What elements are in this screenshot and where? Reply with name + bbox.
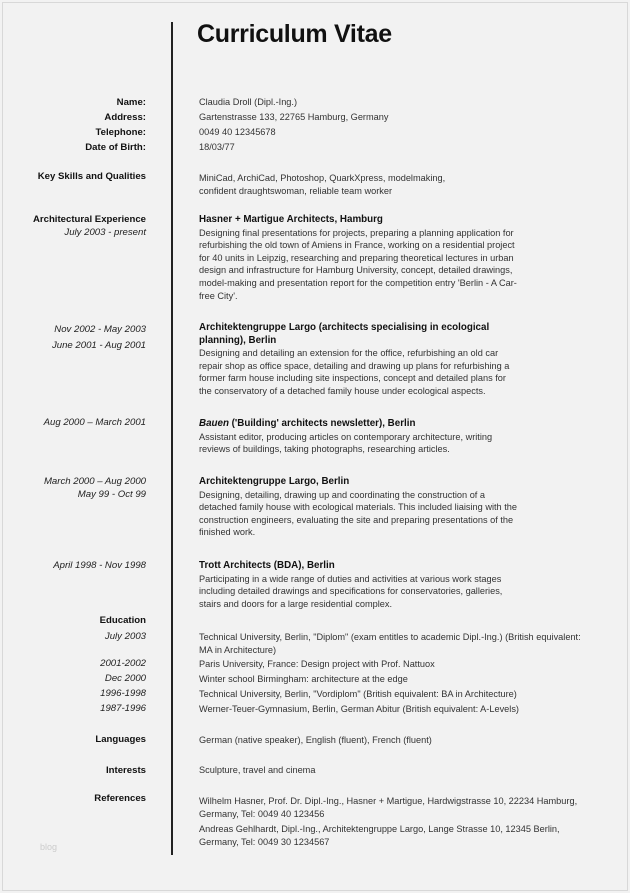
page-title: Curriculum Vitae	[197, 20, 392, 48]
languages-text: German (native speaker), English (fluent), French (fluent)	[199, 735, 432, 745]
reference-item: Wilhelm Hasner, Prof. Dr. Dipl.-Ing., Hasner + Martigue, Hardwigstrasse 10, 22234 Hamburg, Germany, Tel: 0049 40 123456	[199, 796, 578, 819]
employer: ('Building' architects newsletter), Berlin	[228, 418, 416, 429]
experience-item	[199, 476, 519, 539]
interests-label: Interests	[106, 765, 146, 776]
employer-italic: Bauen	[199, 418, 229, 429]
references-label: References	[94, 793, 146, 804]
reference-item: Andreas Gehlhardt, Dipl.-Ing., Architektengruppe Largo, Lange Strasse 10, 12345 Berlin, Germany, Tel: 0049 30 1234567	[199, 824, 560, 847]
experience-item	[199, 560, 519, 610]
employer: Architektengruppe Largo (architects specialising in ecological planning), Berlin	[199, 322, 490, 346]
value-telephone: 0049 40 12345678	[199, 127, 276, 137]
watermark: blog	[40, 842, 58, 852]
education-text: Technical University, Berlin, "Diplom" (exam entitles to academic Dipl.-Ing.) (British equivalent: MA in Architecture)	[199, 632, 581, 655]
experience-date: June 2001 - Aug 2001	[51, 340, 146, 351]
experience-label: Architectural Experience	[32, 214, 146, 225]
job-description: Designing and detailing an extension for the office, refurbishing an old car repair shop as office space, detailing and drawing up plans for refurbishing a former farm house including site inspections, concept and detailed plans for the conservatory of a detached family house under ecological aspects.	[199, 348, 510, 396]
languages-label: Languages	[95, 734, 146, 745]
experience-item	[199, 322, 519, 398]
education-text: Technical University, Berlin, "Vordiplom" (British equivalent: BA in Architecture)	[199, 689, 517, 699]
divider-line	[171, 22, 173, 855]
label-name: Name:	[116, 97, 146, 108]
education-date: 2001-2002	[100, 658, 146, 669]
job-description: Assistant editor, producing articles on contemporary architecture, writing reviews of buildings, taking photographs, researching articles.	[199, 431, 493, 455]
value-address: Gartenstrasse 133, 22765 Hamburg, Germany	[199, 112, 389, 122]
label-address: Address:	[104, 112, 146, 123]
education-date: 1987-1996	[100, 703, 146, 714]
education-text: Winter school Birmingham: architecture at the edge	[199, 674, 408, 684]
label-telephone: Telephone:	[95, 127, 146, 138]
employer: Trott Architects (BDA), Berlin	[199, 560, 335, 571]
education-date: 1996-1998	[100, 688, 146, 699]
education-text: Paris University, France: Design project with Prof. Nattuox	[199, 659, 435, 669]
experience-date: April 1998 - Nov 1998	[53, 560, 146, 571]
experience-date: Aug 2000 – March 2001	[43, 417, 146, 428]
experience-item	[199, 418, 519, 456]
education-date: Dec 2000	[104, 673, 146, 684]
value-name: Claudia Droll (Dipl.-Ing.)	[199, 97, 298, 107]
job-description: Participating in a wide range of duties and activities at various work stages including detailed drawings and specifications for conservatories, galleries, stairs and doors for a large residential complex.	[199, 573, 503, 609]
label-dob: Date of Birth:	[85, 142, 146, 153]
experience-date: May 99 - Oct 99	[77, 488, 146, 500]
experience-label-block	[33, 214, 146, 239]
experience-date: Nov 2002 - May 2003	[54, 324, 146, 335]
experience-date: July 2003 - present	[64, 226, 146, 238]
experience-date: March 2000 – Aug 2000	[43, 476, 146, 487]
skills-label: Key Skills and Qualities	[37, 171, 146, 182]
interests-text: Sculpture, travel and cinema	[199, 765, 316, 775]
employer: Architektengruppe Largo, Berlin	[199, 476, 350, 487]
experience-dates	[44, 417, 146, 430]
personal-values	[199, 95, 519, 155]
value-dob: 18/03/77	[199, 142, 235, 152]
experience-dates	[44, 476, 146, 501]
education-text: Werner-Teuer-Gymnasium, Berlin, German Abitur (British equivalent: A-Levels)	[199, 704, 519, 714]
education-label: Education	[99, 615, 146, 626]
job-description: Designing, detailing, drawing up and coordinating the construction of a detached family house with ecological materials. This included liaising with the construction engineers, evaluating the site and preparing presentations of the finished work.	[199, 489, 517, 538]
experience-item	[199, 214, 519, 302]
experience-dates	[52, 322, 146, 354]
experience-dates	[53, 560, 146, 573]
job-description: Designing final presentations for projects, preparing a planning application for refurbishing the old town of Amiens in France, working on a residential project for 40 units in Leipzig, researching and preparing theoretical lectures in urban design and infrastructure for Hamburg University, concept, detailed drawings, model-making and presentation report for the competition entry 'Berlin - A Car-free City'.	[199, 227, 517, 301]
employer: Hasner + Martigue Architects, Hamburg	[199, 214, 383, 225]
skills-text: MiniCad, ArchiCad, Photoshop, QuarkXpress, modelmaking, confident draughtswoman, reliable team worker	[199, 173, 446, 196]
personal-labels	[85, 95, 146, 155]
education-date: July 2003	[104, 631, 146, 642]
